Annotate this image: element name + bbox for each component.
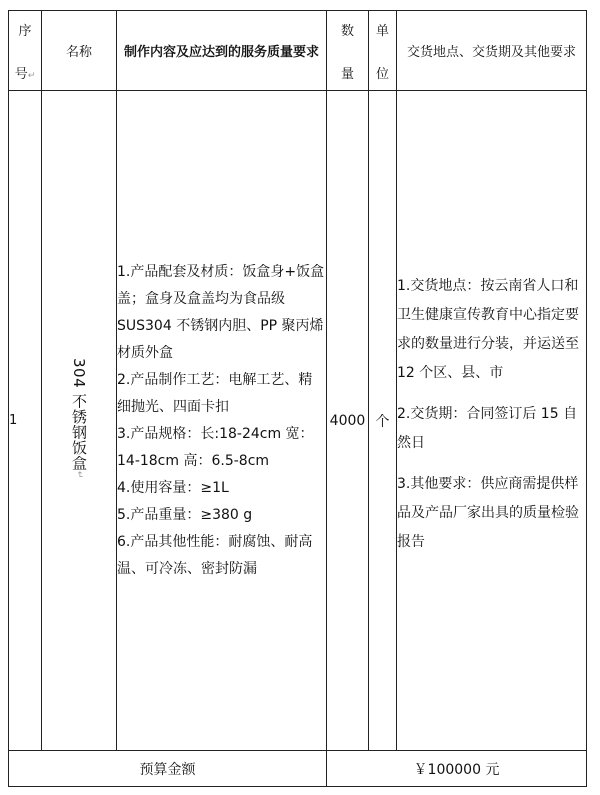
header-unit-bottom: 位	[375, 66, 389, 82]
table-row	[9, 91, 587, 751]
paragraph-mark-icon: ↵	[74, 470, 84, 479]
delivery-item: 2.交货期：合同签订后 15 自然日	[397, 406, 578, 451]
requirement-item: 6.产品其他性能：耐腐蚀、耐高温、可冷冻、密封防漏	[117, 533, 313, 577]
delivery-item: 1.交货地点：按云南省人口和卫生健康宣传教育中心指定要求的数量进行分装，并运送至 12 个区、县、市	[397, 278, 579, 381]
delivery-item: 3.其他要求：供应商需提供样品及产品厂家出具的质量检验报告	[397, 476, 579, 550]
requirement-item: 1.产品配套及材质：饭盒身+饭盒盖；盒身及盒盖均为食品级 SUS304 不锈钢内胆、PP 聚丙烯材质外盒	[117, 263, 325, 361]
header-no	[9, 11, 42, 91]
cell-delivery	[397, 91, 587, 751]
header-qty-bottom: 量	[340, 66, 354, 82]
cell-requirements	[117, 91, 327, 751]
requirement-item: 4.使用容量：≥1L	[117, 479, 229, 496]
requirement-item: 2.产品制作工艺：电解工艺、精细抛光、四面卡扣	[117, 371, 313, 415]
requirement-item: 5.产品重量：≥380 g	[117, 506, 253, 523]
cell-unit: 个	[369, 91, 397, 751]
budget-label: 预算金额	[9, 751, 327, 787]
cell-qty: 4000	[327, 91, 369, 751]
header-no-bottom: 号	[14, 66, 28, 82]
header-name: 名称	[42, 11, 117, 91]
header-no-top: 序	[18, 23, 32, 39]
procurement-table	[8, 10, 587, 787]
budget-value: ￥100000 元	[327, 751, 587, 787]
requirement-item: 3.产品规格：长:18-24cm 宽：14-18cm 高：6.5-8cm	[117, 425, 314, 469]
header-unit-top: 单	[375, 23, 389, 39]
header-row	[9, 11, 587, 91]
product-name-vertical: 304 不锈钢饭盒↵	[70, 358, 88, 479]
header-delivery: 交货地点、交货期及其他要求	[397, 11, 587, 91]
header-qty-top: 数	[340, 23, 354, 39]
header-unit	[369, 11, 397, 91]
header-requirements: 制作内容及应达到的服务质量要求	[117, 11, 327, 91]
cell-no: 1	[9, 91, 42, 751]
paragraph-mark-icon: ↵	[27, 70, 36, 81]
budget-row	[9, 751, 587, 787]
header-qty	[327, 11, 369, 91]
cell-name	[42, 91, 117, 751]
